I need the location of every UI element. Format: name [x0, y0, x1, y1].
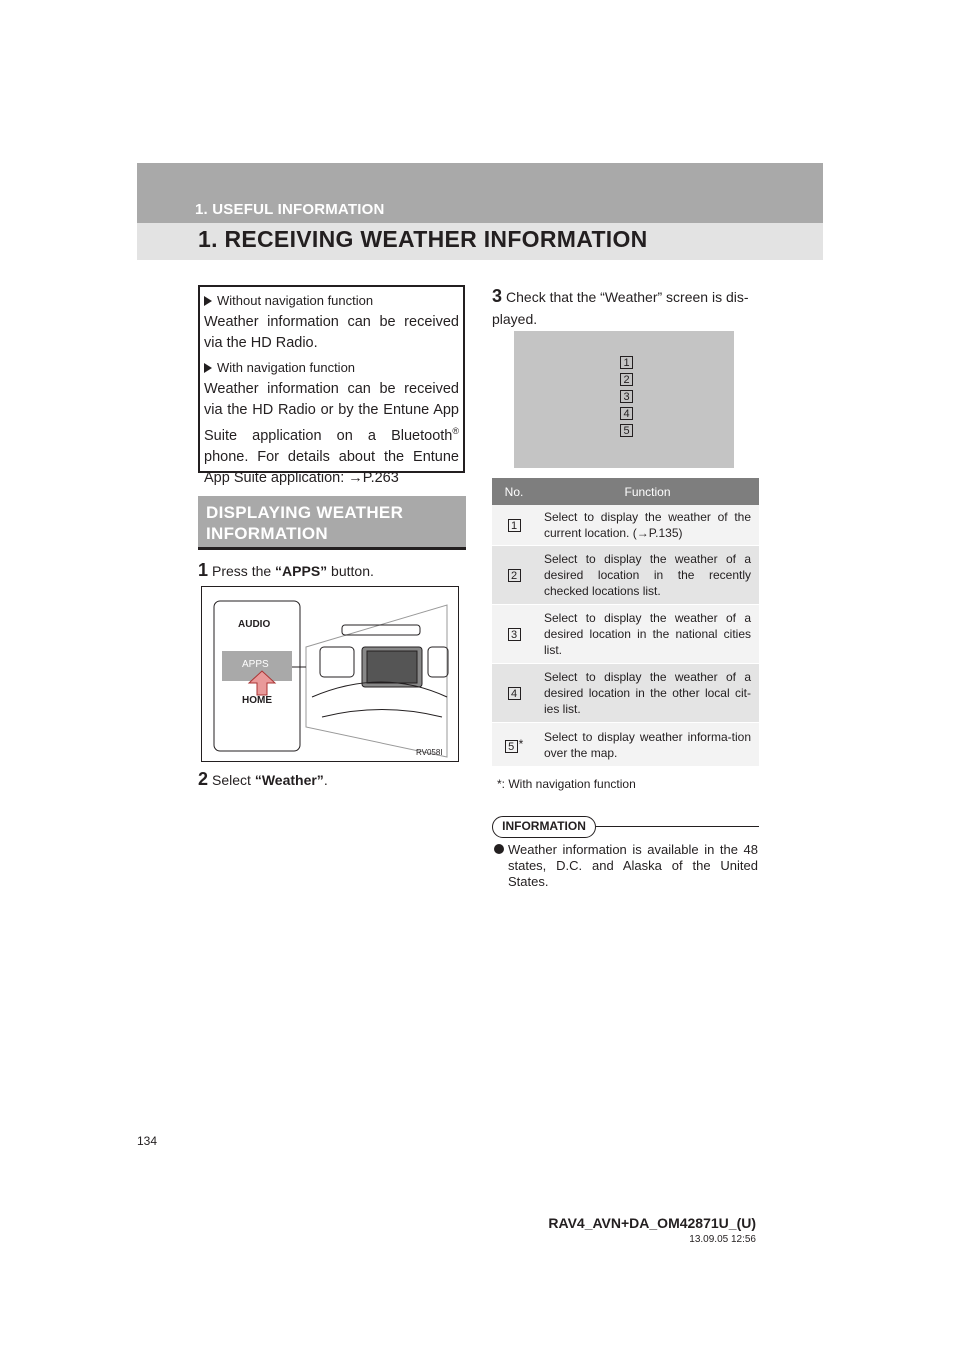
page-title: 1. RECEIVING WEATHER INFORMATION [198, 226, 648, 252]
callout-badge-1: 1 [620, 356, 633, 369]
image-code: RV058I [416, 748, 443, 757]
table-row [492, 723, 759, 767]
note-text: Weather information can be received via the HD Radio. [204, 314, 459, 351]
home-button-label: HOME [242, 695, 272, 706]
console-illustration [201, 586, 459, 762]
asterisk-mark: * [518, 736, 524, 751]
triangle-arrow-icon [204, 296, 212, 306]
column-header-function: Function [536, 478, 759, 505]
information-rule [596, 826, 759, 827]
apps-button-label: APPS [242, 659, 269, 670]
note-subheading: With navigation function [204, 360, 459, 375]
table-row [492, 664, 759, 723]
function-text: Select to display the weather of a desired location in the recently checked locations list. [536, 546, 759, 605]
section-heading: DISPLAYING WEATHER INFORMATION [198, 496, 466, 550]
callout-badge-4: 4 [620, 407, 633, 420]
callout-badge-2: 2 [620, 373, 633, 386]
page-number: 134 [137, 1134, 158, 1148]
audio-button-label: AUDIO [238, 619, 271, 630]
document-timestamp: 13.09.05 12:56 [689, 1234, 756, 1245]
document-code: RAV4_AVN+DA_OM42871U_(U) [548, 1215, 756, 1231]
row-number-badge: 2 [508, 569, 521, 582]
table-footnote: *: With navigation function [497, 777, 636, 791]
information-item: Weather information is available in the 48 states, D.C. and Alaska of the United States. [494, 842, 758, 890]
function-text: Select to display the weather of a desired location in the national cities list. [536, 605, 759, 664]
function-text: Select to display the weather of a desired location in the other local cit-ies list. [536, 664, 759, 723]
function-table [492, 478, 759, 767]
table-row [492, 505, 759, 546]
information-label: INFORMATION [492, 816, 596, 838]
step-1: 1 Press the “APPS” button. [198, 560, 374, 580]
note-text: Weather information can be received via the HD Radio or by the Entune App Suite application on a Bluetooth® phone. For details about the Entune App Suite application: →P.263 [204, 381, 459, 486]
row-number-badge: 3 [508, 628, 521, 641]
row-number-badge: 5 [505, 740, 518, 753]
callout-badge-5: 5 [620, 424, 633, 437]
step-2: 2 Select “Weather”. [198, 769, 328, 789]
function-text: Select to display the weather of the current location. (→P.135) [536, 505, 759, 546]
section-label: 1. USEFUL INFORMATION [195, 201, 385, 218]
console-drawing [202, 587, 459, 762]
callout-badge-3: 3 [620, 390, 633, 403]
table-row [492, 605, 759, 664]
bullet-icon [494, 844, 504, 854]
column-header-no: No. [492, 478, 536, 505]
row-number-badge: 1 [508, 519, 521, 532]
registered-mark: ® [452, 426, 459, 436]
weather-screen-illustration [514, 331, 734, 468]
table-row [492, 546, 759, 605]
function-text: Select to display weather informa-tion over the map. [536, 723, 759, 767]
row-number-badge: 4 [508, 687, 521, 700]
note-box [198, 285, 465, 486]
triangle-arrow-icon [204, 363, 212, 373]
note-subheading: Without navigation function [204, 293, 459, 308]
step-3: 3 Check that the “Weather” screen is dis-played. [492, 286, 749, 327]
